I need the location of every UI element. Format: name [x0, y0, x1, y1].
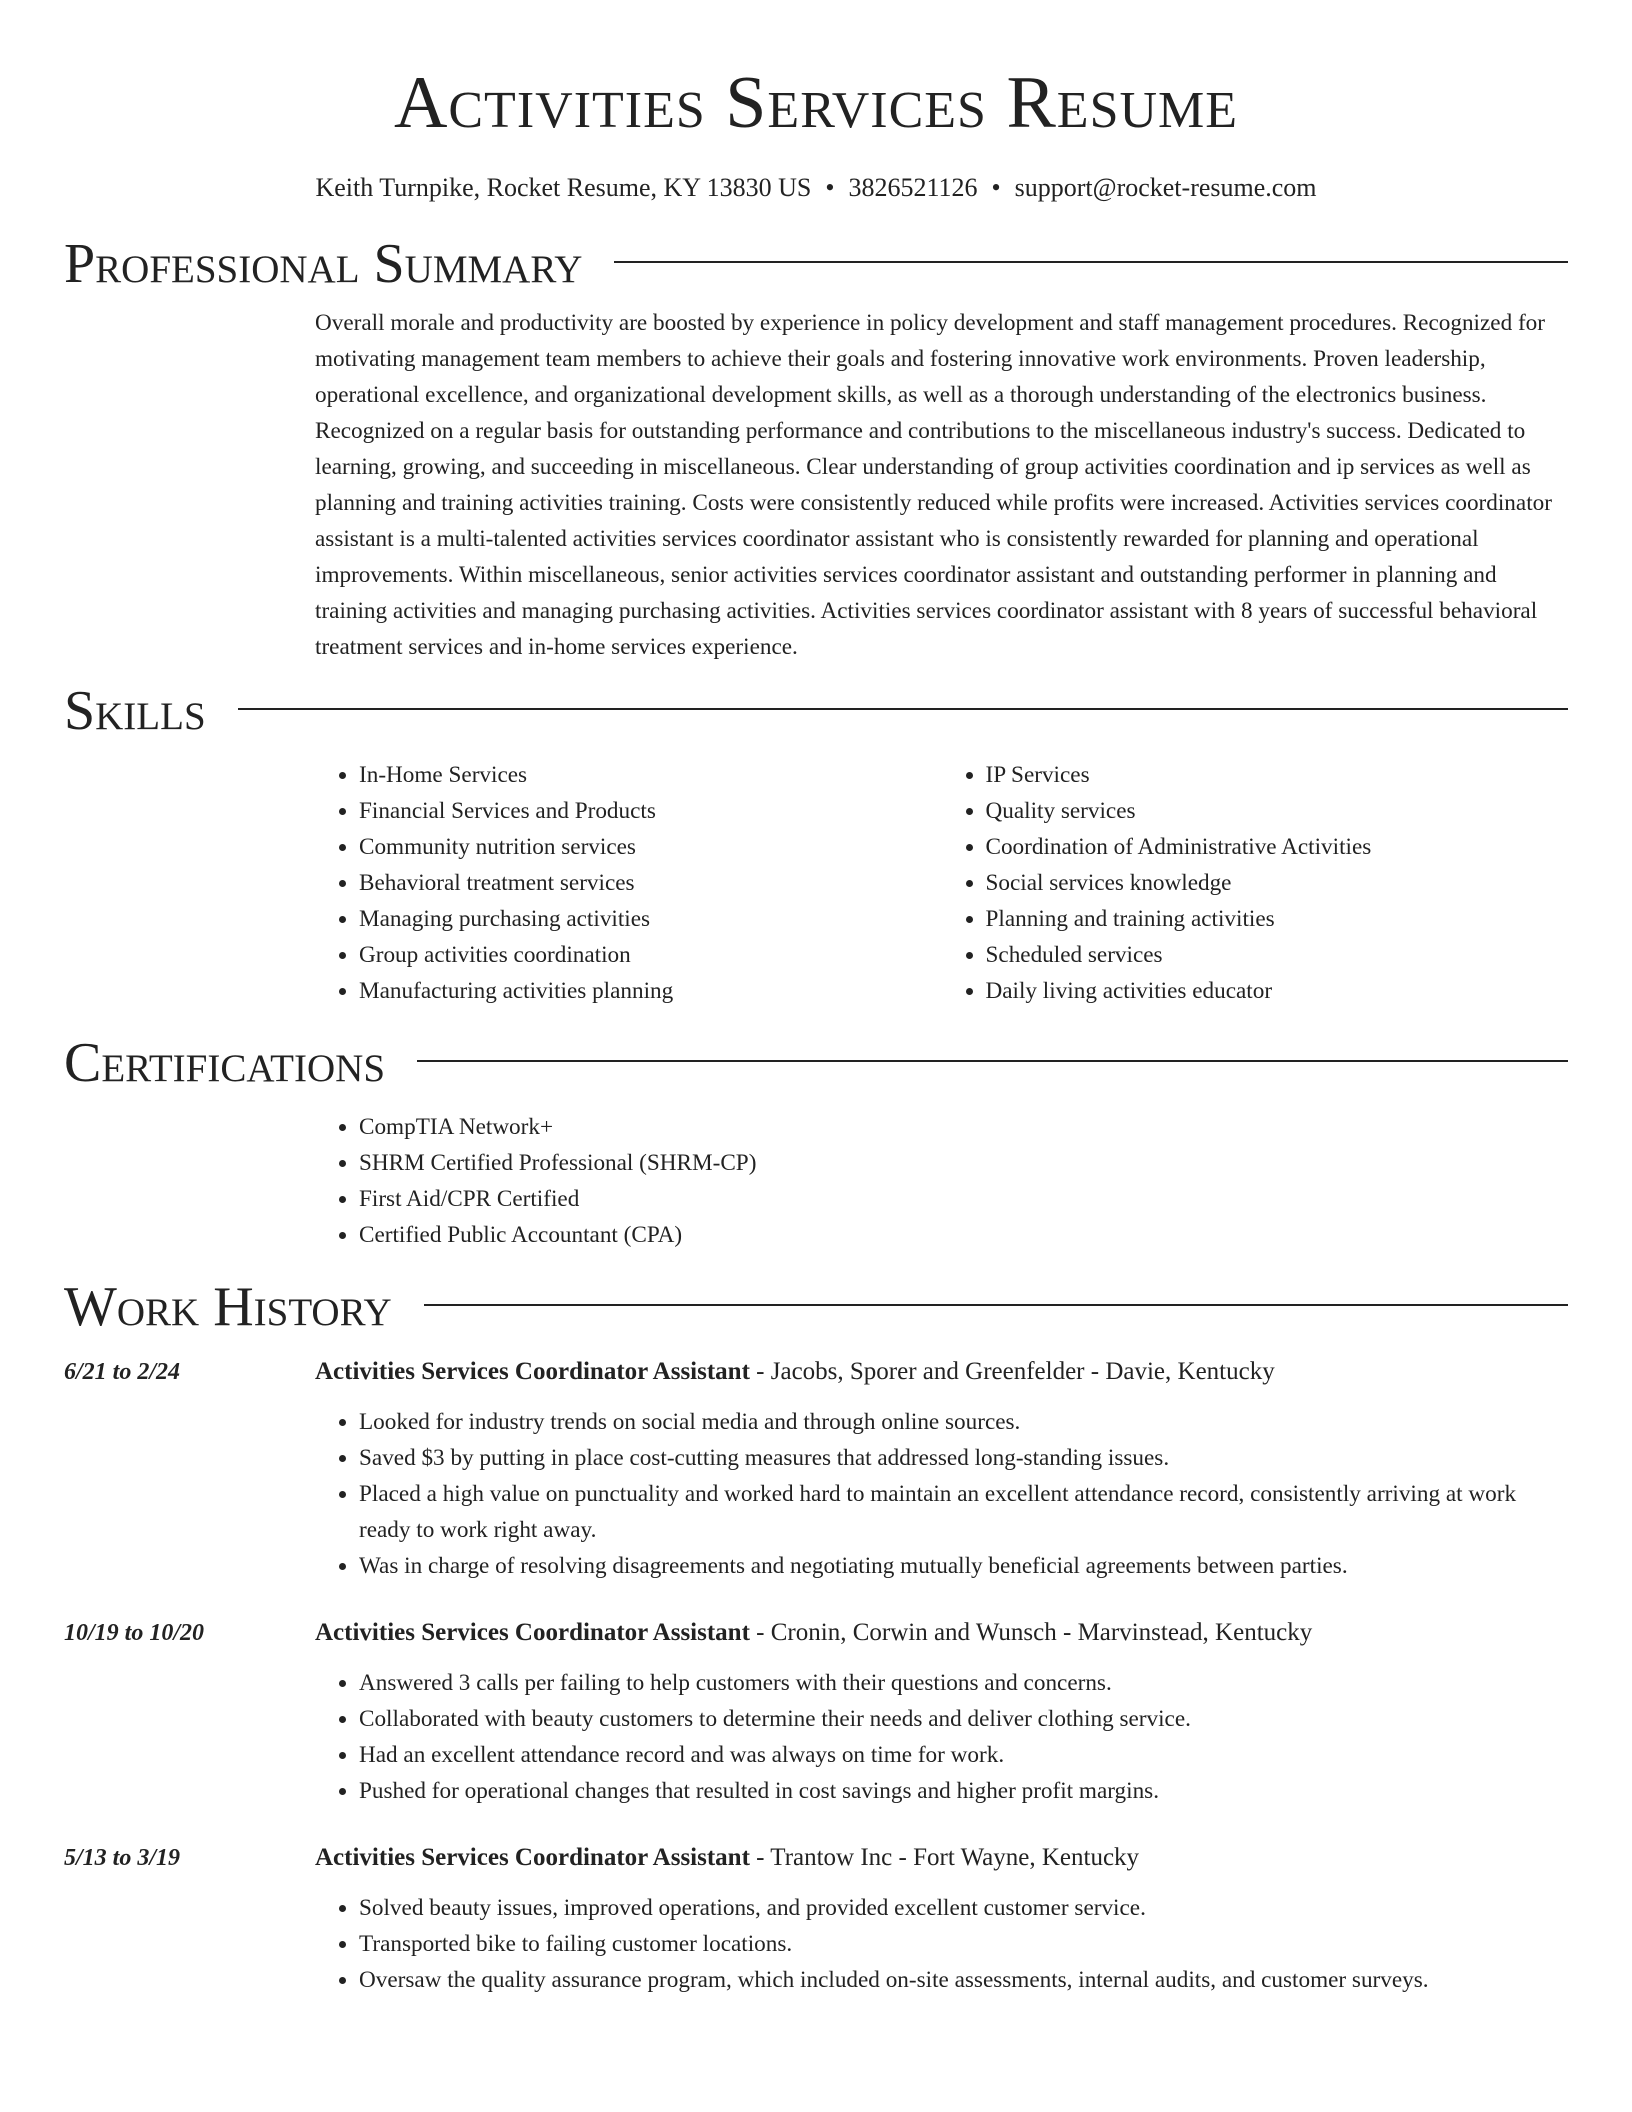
skill-item: • Group activities coordination — [359, 937, 942, 973]
job-bullet: • Answered 3 calls per failing to help customers with their questions and concerns. — [359, 1665, 1568, 1701]
job-bullet: • Had an excellent attendance record and was always on time for work. — [359, 1737, 1568, 1773]
skills-heading: Skills — [64, 680, 206, 742]
skill-item: • Behavioral treatment services — [359, 865, 942, 901]
job-heading — [315, 1354, 1568, 1390]
skills-grid — [315, 757, 1568, 1009]
work-history-section-header — [64, 1274, 1568, 1340]
contact-email: support@rocket-resume.com — [1014, 173, 1317, 202]
contact-line — [64, 171, 1568, 205]
job-bullet: • Was in charge of resolving disagreements and negotiating mutually beneficial agreements between parties. — [359, 1548, 1568, 1584]
resume-title: Activities Services Resume — [393, 62, 1239, 144]
job-bullet: • Transported bike to failing customer locations. — [359, 1926, 1568, 1962]
certifications-list — [315, 1109, 1568, 1253]
job-employer-location: - Cronin, Corwin and Wunsch - Marvinstead, Kentucky — [749, 1619, 1313, 1646]
skill-item: • Daily living activities educator — [986, 973, 1569, 1009]
job-role: Activities Services Coordinator Assistant — [315, 1358, 750, 1385]
contact-phone: 3826521126 — [848, 173, 978, 202]
skill-item: • Coordination of Administrative Activities — [986, 829, 1569, 865]
job-bullets — [315, 1665, 1568, 1809]
job-dates: 5/13 to 3/19 — [64, 1845, 181, 1871]
section-divider — [424, 1304, 1568, 1306]
skill-item: • Social services knowledge — [986, 865, 1569, 901]
summary-body — [315, 305, 1568, 665]
work-history-heading: Work History — [64, 1276, 392, 1338]
section-divider — [238, 708, 1568, 710]
job-dates: 6/21 to 2/24 — [64, 1359, 181, 1385]
job-main — [315, 1615, 1568, 1809]
certifications-body — [315, 1109, 1568, 1253]
skill-item: • Planning and training activities — [986, 901, 1569, 937]
job-main — [315, 1354, 1568, 1584]
job-employer-location: - Jacobs, Sporer and Greenfelder - Davie, Kentucky — [749, 1358, 1275, 1385]
job-bullet: • Solved beauty issues, improved operations, and provided excellent customer service. — [359, 1890, 1568, 1926]
contact-separator: • — [991, 173, 1001, 202]
job-role: Activities Services Coordinator Assistant — [315, 1619, 750, 1646]
job-bullet: • Saved $3 by putting in place cost-cutting measures that addressed long-standing issues. — [359, 1440, 1568, 1476]
job-main — [315, 1840, 1568, 1998]
skill-item: • Scheduled services — [986, 937, 1569, 973]
job-dates: 10/19 to 10/20 — [64, 1620, 205, 1646]
skills-list-right — [942, 757, 1569, 1009]
summary-section-header — [64, 231, 1568, 297]
job-bullets — [315, 1890, 1568, 1998]
skills-list-left — [315, 757, 942, 1009]
skill-item: • Quality services — [986, 793, 1569, 829]
summary-heading: Professional Summary — [64, 233, 583, 295]
job-heading — [315, 1840, 1568, 1876]
job-bullet: • Oversaw the quality assurance program, which included on-site assessments, internal audits, and customer surveys. — [359, 1962, 1568, 1998]
certifications-section-header — [64, 1030, 1568, 1096]
contact-separator: • — [825, 173, 835, 202]
certification-item: • CompTIA Network+ — [359, 1109, 1568, 1145]
job-bullet: • Pushed for operational changes that resulted in cost savings and higher profit margins. — [359, 1773, 1568, 1809]
contact-address: Keith Turnpike, Rocket Resume, KY 13830 US — [315, 173, 812, 202]
skills-section-header — [64, 678, 1568, 744]
job-heading — [315, 1615, 1568, 1651]
skill-item: • IP Services — [986, 757, 1569, 793]
certification-item: • Certified Public Accountant (CPA) — [359, 1217, 1568, 1253]
resume-page — [64, 0, 1568, 1998]
skills-body — [315, 757, 1568, 1009]
job-employer-location: - Trantow Inc - Fort Wayne, Kentucky — [749, 1844, 1140, 1871]
section-divider — [614, 261, 1568, 263]
skill-item: • Financial Services and Products — [359, 793, 942, 829]
job-entry — [64, 1615, 1568, 1809]
job-bullet: • Placed a high value on punctuality and worked hard to maintain an excellent attendance record, consistently arriving at work ready to work right away. — [359, 1476, 1568, 1548]
job-bullet: • Collaborated with beauty customers to determine their needs and deliver clothing service. — [359, 1701, 1568, 1737]
skill-item: • Community nutrition services — [359, 829, 942, 865]
skill-item: • Manufacturing activities planning — [359, 973, 942, 1009]
job-entry — [64, 1354, 1568, 1584]
skill-item: • Managing purchasing activities — [359, 901, 942, 937]
certification-item: • SHRM Certified Professional (SHRM-CP) — [359, 1145, 1568, 1181]
certification-item: • First Aid/CPR Certified — [359, 1181, 1568, 1217]
job-bullet: • Looked for industry trends on social media and through online sources. — [359, 1404, 1568, 1440]
summary-text: Overall morale and productivity are boosted by experience in policy development and staff management procedures. Recognized for motivating management team members to achieve their goals and fostering innovative work environments. Proven leadership, operational excellence, and organizational development skills, as well as a thorough understanding of the electronics business. Recognized on a regular basis for outstanding performance and contributions to the miscellaneous industry's success. Dedicated to learning, growing, and succeeding in miscellaneous. Clear understanding of group activities coordination and ip services as well as planning and training activities training. Costs were consistently reduced while profits were increased. Activities services coordinator assistant is a multi-talented activities services coordinator assistant who is consistently rewarded for planning and operational improvements. Within miscellaneous, senior activities services coordinator assistant and outstanding performer in planning and training activities and managing purchasing activities. Activities services coordinator assistant with 8 years of successful behavioral treatment services and in-home services experience. — [315, 310, 1552, 660]
job-entry — [64, 1840, 1568, 1998]
skill-item: • In-Home Services — [359, 757, 942, 793]
job-role: Activities Services Coordinator Assistant — [315, 1844, 750, 1871]
section-divider — [417, 1060, 1568, 1062]
job-bullets — [315, 1404, 1568, 1584]
certifications-heading: Certifications — [64, 1032, 386, 1094]
